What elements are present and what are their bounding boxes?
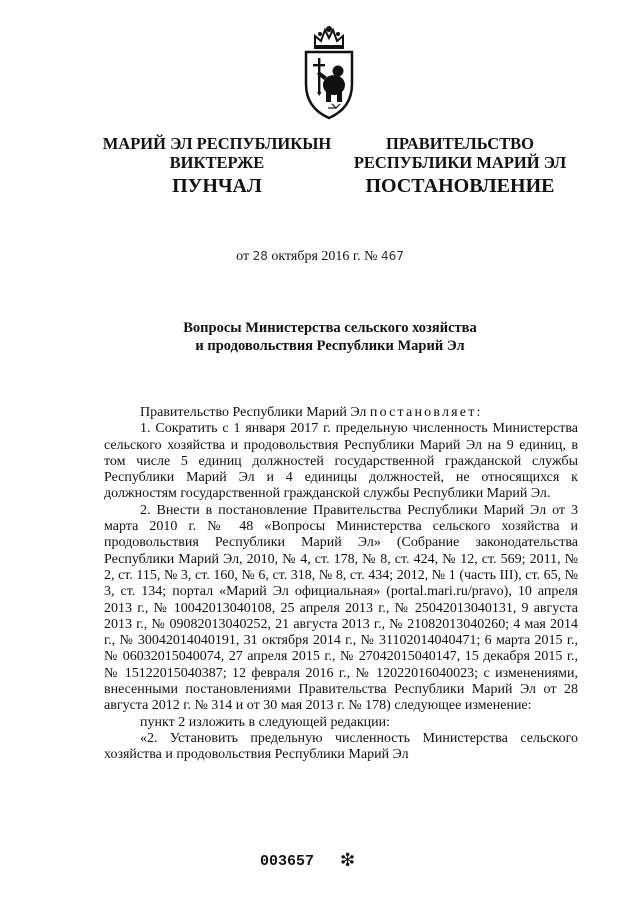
intro-resolves: постановляет: (369, 405, 483, 420)
date-day: 28 (252, 249, 268, 263)
subject-line1: Вопросы Министерства сельского хозяйства (183, 320, 477, 336)
body-intro (104, 405, 578, 421)
date-prefix: от (236, 249, 250, 264)
paragraph-4: «2. Установить предельную численность Министерства сельского хозяйства и продовольствия Республики Марий Эл (104, 730, 578, 763)
bear-icon (317, 66, 345, 103)
header-left (88, 134, 346, 172)
document-body (104, 405, 578, 764)
paragraph-2: 2. Внести в постановление Правительства Республики Марий Эл от 3 марта 2010 г. № 48 «Вопросы Министерства сельского хозяйства и продовольствия Республики Марий Эл» (Собрание законодательства Республики Марий Эл, 2010, № 4, ст. 178, № 8, ст. 424, № 12, ст. 569; 2011, № 2, ст. 115, № 3, ст. 160, № 6, ст. 318, № 8, ст. 434; 2012, № 1 (часть III), ст. 65, № 3, ст. 134; портал «Марий Эл официальная» (portal.mari.ru/pravo), 10 апреля 2013 г., № 10042013040108, 25 апреля 2013 г., № 25042013040131, 9 августа 2013 г., № 09082013040252, 21 августа 2013 г., № 21082013040260; 4 мая 2014 г., № 30042014040191, 31 октября 2014 г., № 31102014040471; 6 марта 2015 г., № 06032015040074, 27 апреля 2015 г., № 27042015040147, 15 декабря 2015 г., № 15122015040387; 12 февраля 2016 г., № 12022016040023; с изменениями, внесенными постановлениями Правительства Республики Марий Эл от 28 августа 2012 г. № 314 и от 30 мая 2013 г. № 178) следующее изменение: (104, 502, 578, 714)
date-line (0, 249, 640, 265)
document-type-mari: ПУНЧАЛ (172, 175, 262, 197)
serial-number: 003657 (260, 853, 315, 870)
header-right-line2: РЕСПУБЛИКИ МАРИЙ ЭЛ (353, 153, 567, 172)
date-month-year: октября 2016 г. № (271, 249, 378, 264)
document-type-russian: ПОСТАНОВЛЕНИЕ (365, 175, 555, 197)
intro-text: Правительство Республики Марий Эл (140, 405, 367, 420)
header-left-line2: ВИКТЕРЖЕ (169, 153, 265, 172)
document-number: 467 (380, 249, 404, 263)
document-subject (150, 319, 510, 355)
paragraph-1: 1. Сократить с 1 января 2017 г. предельную численность Министерства сельского хозяйства и продовольствия Республики Марий Эл на 9 единиц, в том числе 5 единиц должностей государственной гражданской службы Республики Марий Эл и 4 единицы должностей, не относящихся к должностям государственной гражданской службы Республики Марий Эл. (104, 421, 578, 502)
serial-mark-icon: ❇ (340, 850, 356, 871)
ornament-icon (328, 104, 340, 108)
subject-line2: и продовольствия Республики Марий Эл (195, 338, 465, 354)
header-left-line1: МАРИЙ ЭЛ РЕСПУБЛИКЫН (102, 134, 332, 153)
header-right-line1: ПРАВИТЕЛЬСТВО (386, 134, 534, 153)
paragraph-3: пункт 2 изложить в следующей редакции: (140, 714, 390, 730)
coat-of-arms-emblem (298, 22, 360, 122)
header-right (345, 134, 575, 172)
crown-icon (314, 26, 344, 49)
